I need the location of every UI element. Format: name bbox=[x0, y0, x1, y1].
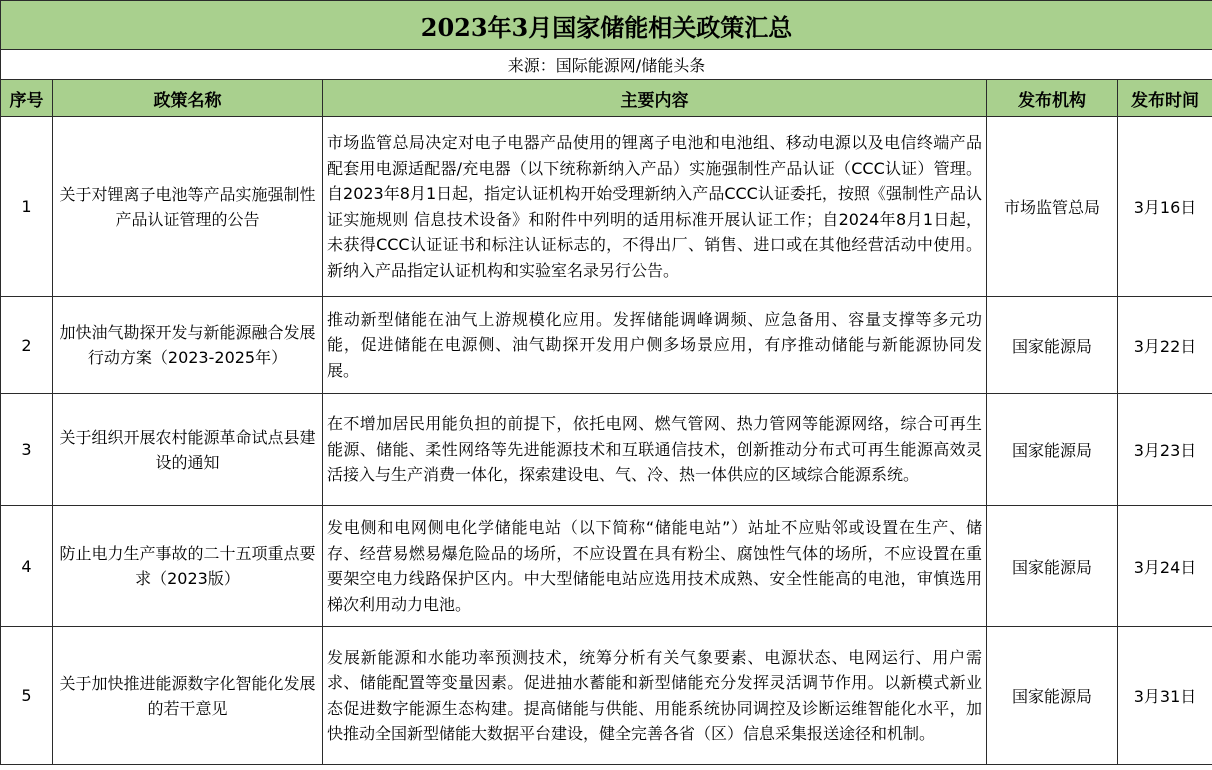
release-date: 3月31日 bbox=[1118, 627, 1212, 765]
table-row bbox=[1, 627, 1212, 765]
row-number: 4 bbox=[1, 506, 53, 627]
source-line: 来源：国际能源网/储能头条 bbox=[1, 50, 1212, 80]
table-row bbox=[1, 506, 1212, 627]
issuing-org: 市场监管总局 bbox=[987, 117, 1118, 297]
page-title: 2023年3月国家储能相关政策汇总 bbox=[1, 1, 1212, 50]
header-row bbox=[1, 80, 1212, 117]
policy-content: 发电侧和电网侧电化学储能电站（以下简称“储能电站”）站址不应贴邻或设置在生产、储存、经营易燃易爆危险品的场所，不应设置在具有粉尘、腐蚀性气体的场所，不应设置在重要架空电力线路保护区内。中大型储能电站应选用技术成熟、安全性能高的电池，审慎选用梯次利用动力电池。 bbox=[323, 506, 987, 627]
issuing-org: 国家能源局 bbox=[987, 394, 1118, 506]
policy-content: 在不增加居民用能负担的前提下，依托电网、燃气管网、热力管网等能源网络，综合可再生能源、储能、柔性网络等先进能源技术和互联通信技术，创新推动分布式可再生能源高效灵活接入与生产消费一体化，探索建设电、气、冷、热一体供应的区域综合能源系统。 bbox=[323, 394, 987, 506]
issuing-org: 国家能源局 bbox=[987, 297, 1118, 394]
policy-content: 推动新型储能在油气上游规模化应用。发挥储能调峰调频、应急备用、容量支撑等多元功能，促进储能在电源侧、油气勘探开发用户侧多场景应用，有序推动储能与新能源协同发展。 bbox=[323, 297, 987, 394]
table-row bbox=[1, 394, 1212, 506]
row-number: 2 bbox=[1, 297, 53, 394]
policy-name: 关于对锂离子电池等产品实施强制性产品认证管理的公告 bbox=[53, 117, 323, 297]
policy-name: 关于加快推进能源数字化智能化发展的若干意见 bbox=[53, 627, 323, 765]
header-no: 序号 bbox=[1, 80, 53, 117]
header-name: 政策名称 bbox=[53, 80, 323, 117]
row-number: 5 bbox=[1, 627, 53, 765]
release-date: 3月22日 bbox=[1118, 297, 1212, 394]
policy-content: 市场监管总局决定对电子电器产品使用的锂离子电池和电池组、移动电源以及电信终端产品配套用电源适配器/充电器（以下统称新纳入产品）实施强制性产品认证（CCC认证）管理。自2023年8月1日起，指定认证机构开始受理新纳入产品CCC认证委托，按照《强制性产品认证实施规则 信息技术设备》和附件中列明的适用标准开展认证工作；自2024年8月1日起，未获得CCC认证证书和标注认证标志的，不得出厂、销售、进口或在其他经营活动中使用。新纳入产品指定认证机构和实验室名录另行公告。 bbox=[323, 117, 987, 297]
header-org: 发布机构 bbox=[987, 80, 1118, 117]
policy-name: 防止电力生产事故的二十五项重点要求（2023版） bbox=[53, 506, 323, 627]
policy-name: 加快油气勘探开发与新能源融合发展行动方案（2023-2025年） bbox=[53, 297, 323, 394]
issuing-org: 国家能源局 bbox=[987, 506, 1118, 627]
row-number: 1 bbox=[1, 117, 53, 297]
header-date: 发布时间 bbox=[1118, 80, 1212, 117]
policy-name: 关于组织开展农村能源革命试点县建设的通知 bbox=[53, 394, 323, 506]
issuing-org: 国家能源局 bbox=[987, 627, 1118, 765]
release-date: 3月24日 bbox=[1118, 506, 1212, 627]
table-row bbox=[1, 117, 1212, 297]
table-row bbox=[1, 297, 1212, 394]
row-number: 3 bbox=[1, 394, 53, 506]
release-date: 3月16日 bbox=[1118, 117, 1212, 297]
policy-content: 发展新能源和水能功率预测技术，统筹分析有关气象要素、电源状态、电网运行、用户需求、储能配置等变量因素。促进抽水蓄能和新型储能充分发挥灵活调节作用。以新模式新业态促进数字能源生态构建。提高储能与供能、用能系统协同调控及诊断运维智能化水平，加快推动全国新型储能大数据平台建设，健全完善各省（区）信息采集报送途径和机制。 bbox=[323, 627, 987, 765]
header-content: 主要内容 bbox=[323, 80, 987, 117]
release-date: 3月23日 bbox=[1118, 394, 1212, 506]
